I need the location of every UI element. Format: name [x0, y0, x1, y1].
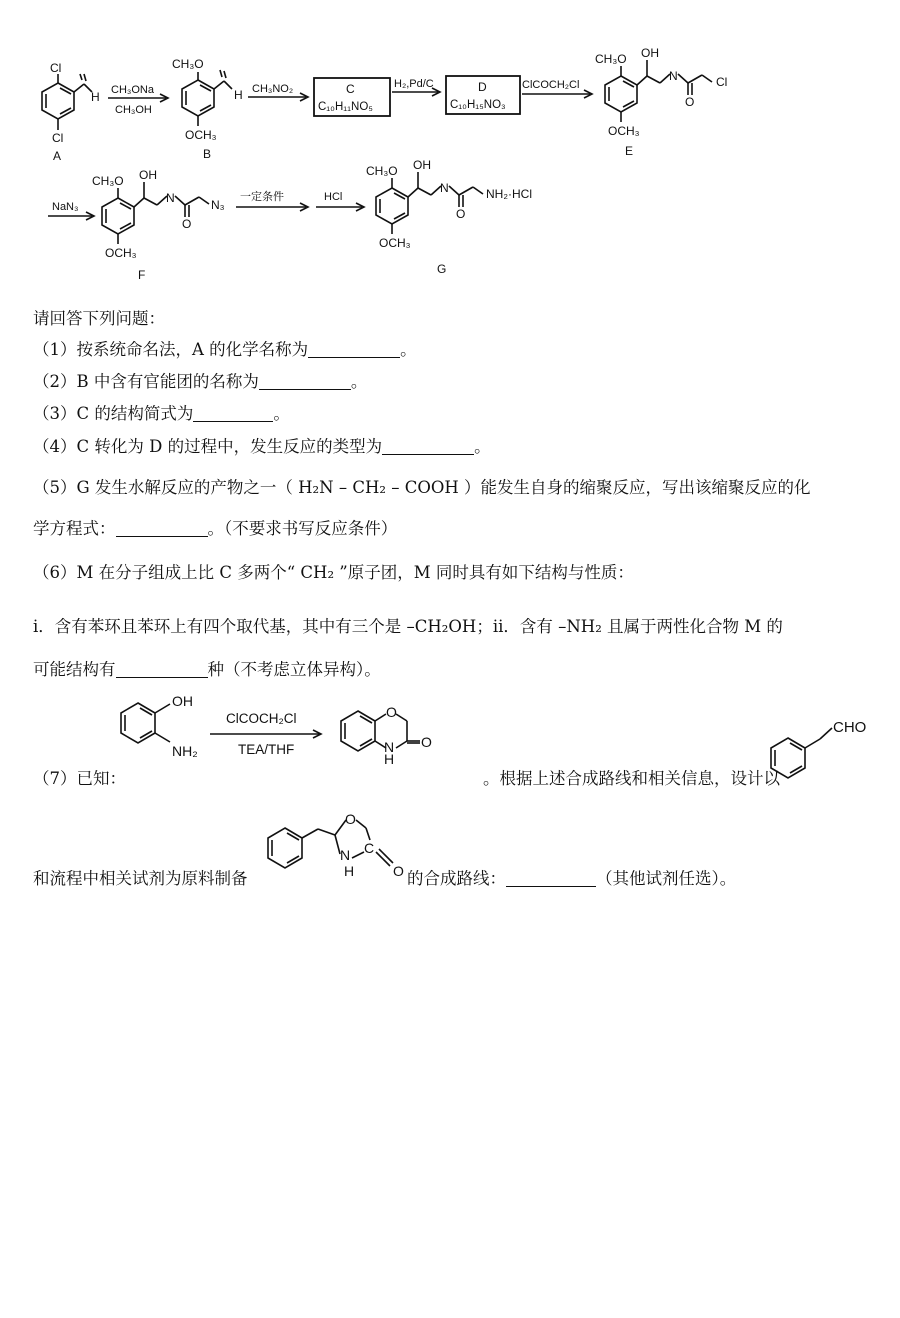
compound-e-label: E — [625, 144, 634, 158]
target-h: H — [344, 863, 355, 879]
a-cl-bottom: Cl — [52, 131, 64, 145]
question-6-text: 可能结构有 — [33, 660, 116, 679]
e-oh: OH — [641, 46, 659, 60]
f-och3-top: CH₃O — [92, 174, 124, 188]
question-2-end: 。 — [350, 372, 368, 391]
arrow1-solvent: CH₃OH — [115, 104, 152, 116]
e-och3-bottom: OCH₃ — [608, 124, 640, 138]
e-carbonyl-o: O — [685, 95, 695, 109]
answer-blank-7[interactable] — [506, 870, 596, 887]
aminophenol-structure — [121, 703, 170, 743]
question-1-text: （1）按系统命名法，A 的化学名称为 — [33, 340, 309, 359]
aminophenol-nh2: NH₂ — [172, 743, 198, 759]
benzoxazinone-oxo: O — [421, 734, 432, 750]
benzoxazinone-n: N — [384, 739, 395, 755]
b-cho-h: H — [234, 88, 243, 102]
answer-blank-6[interactable] — [116, 661, 208, 678]
questions-intro: 请回答下列问题： — [33, 309, 165, 328]
question-1 — [33, 340, 417, 360]
compound-d-formula: C₁₀H₁₅NO₃ — [450, 99, 506, 111]
compound-e-structure — [605, 60, 712, 122]
question-5-line-2 — [33, 519, 397, 539]
question-5-text: 学方程式： — [33, 519, 116, 538]
a-cho-h: H — [91, 90, 100, 104]
target-o: O — [345, 811, 356, 827]
compound-f-structure — [102, 182, 209, 244]
question-5-line-1: （5）G 发生水解反应的产物之一（ H₂N – CH₂ – COOH ）能发生自身的缩聚反应，写出该缩聚反应的化 — [33, 478, 811, 497]
question-7-line-2 — [33, 869, 248, 889]
known-solvent: TEA/THF — [238, 742, 295, 757]
answer-blank-5[interactable] — [116, 520, 208, 537]
e-och3-top: CH₃O — [595, 52, 627, 66]
compound-c-formula: C₁₀H₁₁NO₅ — [318, 101, 373, 113]
question-5-end: 。（不要求书写反应条件） — [207, 519, 398, 538]
question-3 — [33, 404, 290, 424]
answer-blank-1[interactable] — [308, 341, 400, 358]
question-7-line-2b — [407, 869, 736, 889]
a-cl-top: Cl — [50, 61, 62, 75]
b-och3-top: CH₃O — [172, 57, 204, 71]
question-7-end: （其他试剂任选）。 — [596, 869, 737, 888]
phenylacetaldehyde-structure — [771, 728, 832, 778]
question-7-text-2: 和流程中相关试剂为原料制备 — [33, 869, 248, 888]
g-nh2-hcl: NH₂·HCl — [486, 187, 532, 201]
compound-g-structure — [376, 172, 483, 234]
known-reagent: ClCOCH₂Cl — [226, 711, 297, 726]
arrow2-reagent: CH₃NO₂ — [252, 83, 294, 95]
f-n: N — [166, 191, 175, 205]
e-cl: Cl — [716, 75, 728, 89]
aminophenol-oh: OH — [172, 693, 193, 709]
question-4 — [33, 437, 491, 457]
phenylacetaldehyde-cho: CHO — [833, 719, 867, 736]
target-c: C — [364, 840, 375, 856]
arrow4-reagent: ClCOCH₂Cl — [522, 79, 580, 91]
question-6-line-1: （6）M 在分子组成上比 C 多两个“ CH₂ ”原子团，M 同时具有如下结构与性质： — [33, 563, 634, 582]
benzoxazinone-structure — [341, 711, 420, 751]
question-6-line-2: ⅰ．含有苯环且苯环上有四个取代基，其中有三个是 –CH₂OH；ⅱ．含有 –NH₂ 且属于两性化合物 M 的 — [33, 617, 783, 636]
compound-c-label: C — [346, 82, 355, 96]
question-1-end: 。 — [400, 340, 417, 359]
question-6-end: 种（不考虑立体异构）。 — [207, 660, 381, 679]
question-2 — [33, 372, 367, 392]
question-2-text: （2）B 中含有官能团的名称为 — [33, 372, 259, 391]
f-carbonyl-o: O — [182, 217, 192, 231]
arrow5-reagent: NaN₃ — [52, 201, 79, 213]
question-7-diagram — [100, 690, 900, 890]
target-morpholinone-structure — [268, 820, 393, 868]
e-n: N — [669, 69, 678, 83]
arrow7-reagent: HCl — [324, 191, 343, 203]
answer-blank-3[interactable] — [193, 405, 273, 422]
question-7-text-1: 。根据上述合成路线和相关信息，设计以 — [483, 769, 780, 788]
answer-blank-2[interactable] — [259, 373, 351, 390]
compound-b-label: B — [203, 147, 212, 161]
compound-b-structure — [182, 70, 232, 126]
f-oh: OH — [139, 168, 157, 182]
answer-blank-4[interactable] — [382, 438, 474, 455]
target-n: N — [340, 847, 351, 863]
question-7-known-label: （7）已知： — [33, 769, 126, 788]
compound-f-label: F — [138, 268, 146, 282]
question-3-text: （3）C 的结构简式为 — [33, 404, 194, 423]
question-6-line-3 — [33, 660, 381, 680]
question-4-text: （4）C 转化为 D 的过程中，发生反应的类型为 — [33, 437, 383, 456]
g-och3-bottom: OCH₃ — [379, 236, 411, 250]
compound-g-label: G — [437, 262, 447, 276]
arrow6-condition: 一定条件 — [240, 191, 284, 203]
f-och3-bottom: OCH₃ — [105, 246, 137, 260]
target-oxo: O — [393, 863, 404, 879]
reaction-scheme — [0, 0, 900, 300]
compound-a-label: A — [53, 149, 62, 163]
compound-a-structure — [42, 74, 92, 130]
g-och3-top: CH₃O — [366, 164, 398, 178]
g-oh: OH — [413, 158, 431, 172]
arrow1-reagent: CH₃ONa — [111, 84, 154, 96]
arrow3-reagent: H₂,Pd/C — [394, 78, 434, 90]
f-n3: N₃ — [211, 198, 225, 212]
benzoxazinone-h: H — [384, 751, 395, 767]
question-4-end: 。 — [474, 437, 491, 456]
benzoxazinone-o: O — [386, 704, 397, 720]
b-och3-bottom: OCH₃ — [185, 128, 217, 142]
question-7-text-3: 的合成路线： — [407, 869, 506, 888]
question-3-end: 。 — [273, 404, 290, 423]
g-carbonyl-o: O — [456, 207, 466, 221]
compound-d-label: D — [478, 80, 487, 94]
g-n: N — [440, 181, 449, 195]
